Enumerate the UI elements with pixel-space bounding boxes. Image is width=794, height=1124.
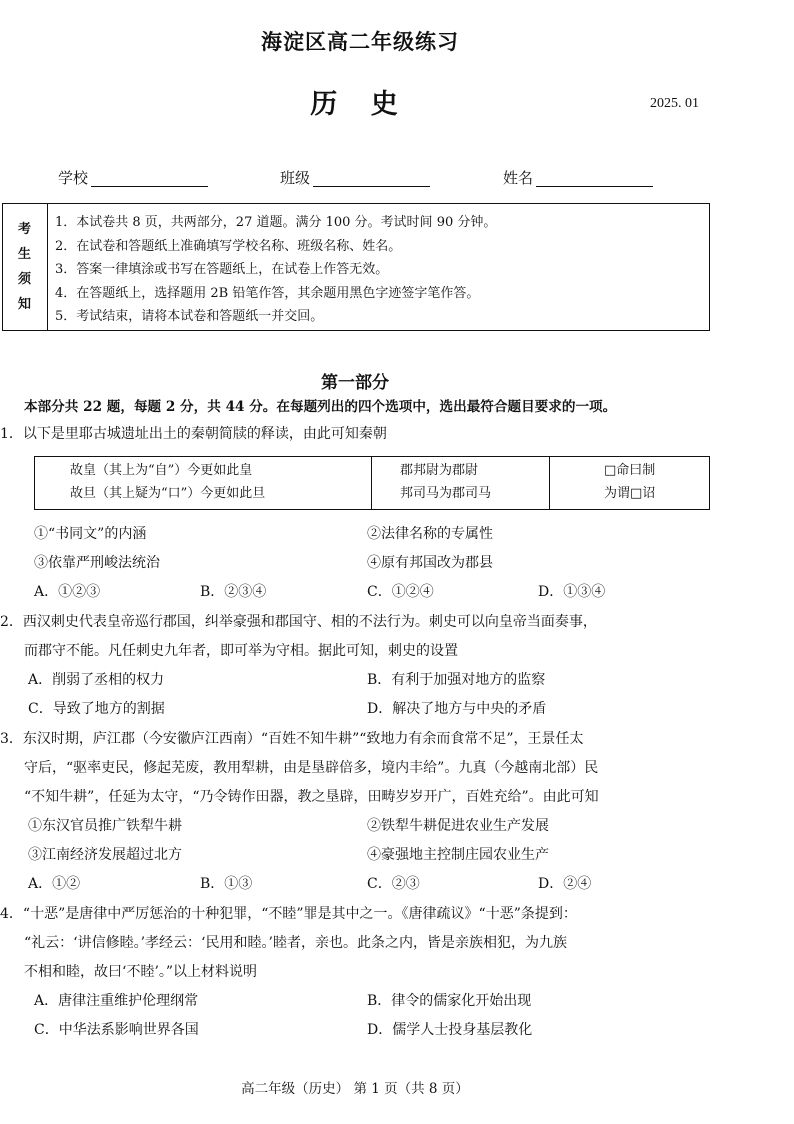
question-3-stem-cont: “不知牛耕”，任延为太守，“乃令铸作田器，教之垦辟，田畴岁岁开广，百姓充给”。由此可知 bbox=[24, 789, 599, 805]
q1-statement: ①“书同文”的内涵 bbox=[34, 526, 147, 542]
q3-statement: ③江南经济发展超过北方 bbox=[28, 847, 182, 863]
subject-title: 历 史 bbox=[310, 89, 410, 120]
notice-side-char: 生 bbox=[17, 247, 31, 262]
page-title: 海淀区高二年级练习 bbox=[261, 29, 459, 54]
notice-side-char: 须 bbox=[17, 272, 31, 287]
question-4-stem-cont: 不相和睦，故曰‘不睦’。”以上材料说明 bbox=[24, 964, 258, 980]
notice-side-char: 知 bbox=[17, 297, 31, 312]
q1-statement: ②法律名称的专属性 bbox=[367, 526, 493, 542]
q4-option-c[interactable]: C．中华法系影响世界各国 bbox=[34, 1022, 199, 1038]
q1-cell1-line2: 故旦（其上疑为“口”）今更如此旦 bbox=[70, 486, 266, 501]
part-title: 第一部分 bbox=[321, 373, 389, 393]
q1-option-d[interactable]: D．①③④ bbox=[538, 584, 606, 600]
q1-option-a[interactable]: A．①②③ bbox=[34, 584, 101, 600]
q1-table-cell-2 bbox=[372, 456, 550, 510]
q3-option-b[interactable]: B．①③ bbox=[200, 876, 253, 892]
q1-table-cell-3 bbox=[550, 456, 710, 510]
exam-date: 2025. 01 bbox=[650, 96, 699, 111]
notice-item: 1．本试卷共 8 页，共两部分，27 道题。满分 100 分。考试时间 90 分钟。 bbox=[55, 215, 497, 230]
question-3-stem: 3．东汉时期，庐江郡（今安徽庐江西南）“百姓不知牛耕”“致地力有余而食常不足”，王景任太 bbox=[0, 731, 584, 747]
notice-item: 2．在试卷和答题纸上准确填写学校名称、班级名称、姓名。 bbox=[55, 238, 402, 254]
q1-cell3-line2: 为谓□诏 bbox=[604, 486, 656, 501]
notice-item: 4．在答题纸上，选择题用 2B 铅笔作答，其余题用黑色字迹签字笔作答。 bbox=[55, 285, 480, 301]
part-description: 本部分共 22 题，每题 2 分，共 44 分。在每题列出的四个选项中，选出最符合题目要求的一项。 bbox=[24, 399, 617, 415]
question-4-stem-cont: “礼云：‘讲信修睦。’孝经云：‘民用和睦。’睦者，亲也。此条之内，皆是亲族相犯，为九族 bbox=[24, 935, 567, 951]
school-field[interactable] bbox=[91, 186, 208, 187]
q3-option-d[interactable]: D．②④ bbox=[538, 876, 592, 892]
q4-option-b[interactable]: B．律令的儒家化开始出现 bbox=[367, 993, 532, 1009]
q3-option-a[interactable]: A．①② bbox=[28, 876, 81, 892]
q4-option-a[interactable]: A．唐律注重维护伦理纲常 bbox=[34, 993, 199, 1009]
class-label: 班级 bbox=[280, 169, 311, 187]
q2-option-d[interactable]: D．解决了地方与中央的矛盾 bbox=[367, 701, 547, 717]
q2-option-a[interactable]: A．削弱了丞相的权力 bbox=[28, 672, 165, 688]
question-2-stem-cont: 而郡守不能。凡任刺史九年者，即可举为守相。据此可知，刺史的设置 bbox=[24, 643, 458, 659]
notice-item: 3．答案一律填涂或书写在答题纸上，在试卷上作答无效。 bbox=[55, 262, 389, 277]
question-4-stem: 4．“十恶”是唐律中严厉惩治的十种犯罪，“不睦”罪是其中之一。《唐律疏议》“十恶”条提到： bbox=[0, 906, 577, 922]
page-footer: 高二年级（历史） 第 1 页（共 8 页） bbox=[241, 1081, 469, 1097]
q1-option-c[interactable]: C．①②④ bbox=[367, 584, 434, 600]
notice-item: 5．考试结束，请将本试卷和答题纸一并交回。 bbox=[55, 309, 324, 324]
question-2-stem: 2．西汉刺史代表皇帝巡行郡国，纠举豪强和郡国守、相的不法行为。刺史可以向皇帝当面奏事， bbox=[0, 614, 597, 630]
q1-option-b[interactable]: B．②③④ bbox=[200, 584, 267, 600]
q3-option-c[interactable]: C．②③ bbox=[367, 876, 420, 892]
question-3-stem-cont: 守后，“驱率吏民，修起芜废，教用犁耕，由是垦辟倍多，境内丰给”。九真（今越南北部）民 bbox=[24, 760, 599, 776]
q4-option-d[interactable]: D．儒学人士投身基层教化 bbox=[367, 1022, 533, 1038]
q3-statement: ②铁犁牛耕促进农业生产发展 bbox=[367, 818, 549, 834]
q3-statement: ④豪强地主控制庄园农业生产 bbox=[367, 847, 549, 863]
q1-cell2-line1: 郡邦尉为郡尉 bbox=[400, 463, 479, 478]
q1-cell1-line1: 故皇（其上为“自”）今更如此皇 bbox=[70, 463, 253, 478]
q1-cell2-line2: 邦司马为郡司马 bbox=[400, 486, 492, 501]
notice-list bbox=[55, 211, 496, 329]
notice-side-label bbox=[2, 203, 48, 331]
q1-statement: ③依靠严刑峻法统治 bbox=[34, 555, 160, 571]
school-label: 学校 bbox=[58, 169, 89, 187]
q2-option-b[interactable]: B．有利于加强对地方的监察 bbox=[367, 672, 546, 688]
q1-table-cell-1 bbox=[34, 456, 372, 510]
q2-option-c[interactable]: C．导致了地方的割据 bbox=[28, 701, 165, 717]
class-field[interactable] bbox=[313, 186, 430, 187]
notice-side-char: 考 bbox=[17, 222, 31, 237]
question-1-stem: 1．以下是里耶古城遗址出土的秦朝简牍的释读，由此可知秦朝 bbox=[0, 426, 387, 442]
q3-statement: ①东汉官员推广铁犁牛耕 bbox=[28, 818, 182, 834]
name-label: 姓名 bbox=[503, 169, 534, 187]
q1-cell3-line1: □命曰制 bbox=[604, 463, 656, 478]
q1-statement: ④原有邦国改为郡县 bbox=[367, 555, 493, 571]
name-field[interactable] bbox=[536, 186, 653, 187]
